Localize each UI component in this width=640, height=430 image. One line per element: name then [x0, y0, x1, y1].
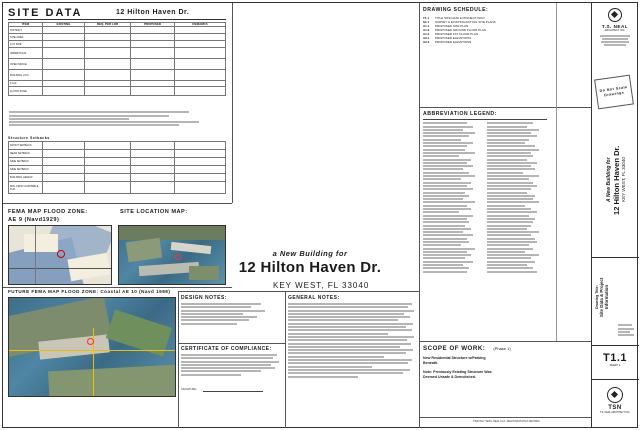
abbreviation-legend-section [423, 111, 551, 295]
site-location-title: SITE LOCATION MAP: [120, 209, 188, 215]
architect-name: T.S. NEAL [601, 24, 629, 29]
rotated-project-name: 12 Hilton Haven Dr. [612, 145, 621, 215]
future-fema-title: FUTURE FEMA MAP FLOOD ZONE: Coastal AE 10 (Navd 1988) [8, 289, 171, 294]
table-row [9, 166, 226, 174]
fema-map-zone: AE 9 (Navd1929) [8, 217, 60, 223]
col-proposed: PROPOSED [131, 23, 175, 27]
table-row [9, 142, 226, 150]
list-item [423, 40, 551, 44]
rotated-sheet-desc: Site Data & Project Information [599, 277, 609, 317]
rotated-sheet-label: Drawing Title: [595, 285, 599, 309]
drawing-name: PROPOSED SITE PLAN [435, 24, 469, 28]
setback-label: REAR SETBACK [9, 150, 43, 158]
frame-line-v-notes [178, 291, 179, 428]
drawing-number: S1.1 [423, 20, 430, 24]
title-block [591, 3, 638, 428]
drawing-sheet [2, 2, 638, 428]
setback-label: FRONT SETBACK [9, 142, 43, 150]
architect-registration: TIMOTHY SETH NEAL FLA. REGISTRATION # AR97800 [473, 420, 540, 423]
future-fema-map [8, 297, 176, 397]
table-row [9, 59, 226, 70]
fema-flood-map [8, 225, 112, 285]
rotated-sheet-title [595, 265, 617, 329]
drawing-number: A2.2 [423, 40, 430, 44]
general-notes-section [288, 295, 416, 405]
col-required: REQ. PER LDR [85, 23, 131, 27]
structure-setbacks-section [6, 136, 230, 202]
tsn-logo-text: TSN [608, 405, 622, 411]
certificate-section [181, 346, 283, 402]
table-row [9, 174, 226, 182]
site-data-title: SITE DATA [8, 7, 83, 19]
sheet-number: T1.1 [602, 352, 627, 364]
setbacks-table [8, 141, 226, 194]
frame-line-h-sched [419, 107, 591, 108]
structure-setbacks-title: Structure Setbacks [8, 136, 50, 140]
drawing-schedule-list [423, 16, 551, 44]
row-item: DISTRICT [9, 27, 43, 34]
table-row [9, 34, 226, 41]
setback-label: SIDE SETBACK [9, 158, 43, 166]
setback-label: BUILDING HEIGHT [9, 174, 43, 182]
table-row [9, 70, 226, 81]
col-remarks: REMARKS [175, 23, 226, 27]
sheet-number-box [594, 349, 636, 373]
row-item: OPEN SPACE [9, 59, 43, 70]
tsn-logo-sub: T.S. NEAL ARCHITECT INC. [599, 411, 631, 414]
row-item: BUILDING COV. [9, 70, 43, 81]
table-row [9, 182, 226, 194]
signature-label: SIGNATURE: [181, 388, 197, 391]
drawing-number: A1.1 [423, 24, 430, 28]
signature-line [203, 391, 263, 392]
drawing-name: PROPOSED ELEVATIONS [435, 40, 472, 44]
drawing-name: TITLE SITE DATA & PROJECT INFO [435, 16, 485, 20]
rotated-project-title [606, 115, 632, 245]
abbreviation-legend-rule [423, 119, 547, 120]
design-notes-title: DESIGN NOTES: [181, 295, 227, 301]
scope-title: SCOPE OF WORK: [423, 345, 486, 352]
certificate-title: CERTIFICATE OF COMPLIANCE: [181, 346, 272, 352]
setback-label: SIDE SETBACK [9, 166, 43, 174]
title-block-divider-2 [592, 345, 639, 346]
architect-logo-mark [608, 8, 622, 22]
frame-line-v-gen [285, 291, 286, 428]
scope-line-1: New Residential Structure w/Parking [423, 356, 486, 360]
title-block-meta [618, 323, 636, 337]
row-item: IMPERVIOUS [9, 48, 43, 59]
setback-label: MIN. FIRST HABITABLE FLR. [9, 182, 43, 194]
title-block-divider-3 [592, 379, 639, 380]
project-title-block [233, 249, 387, 276]
site-data-table [8, 22, 226, 96]
col-existing: EXISTING [43, 23, 85, 27]
rotated-project-city: KEY WEST, FL 33040 [621, 157, 626, 203]
drawing-number: A1.2 [423, 28, 430, 32]
drawing-number: A2.1 [423, 36, 430, 40]
site-data-title-rule [8, 19, 226, 20]
table-row [9, 87, 226, 96]
frame-line-h-scope [419, 341, 591, 342]
abbreviation-list-left [423, 121, 483, 274]
fema-map-title: FEMA MAP FLOOD ZONE: [8, 209, 88, 215]
table-row [9, 150, 226, 158]
drawing-name: PROPOSED ELEVATIONS [435, 36, 472, 40]
stamp-text: Do Not Scale Drawings [599, 85, 628, 98]
row-item: F.A.R. [9, 81, 43, 87]
sheet-of: SHEET 1 [609, 364, 621, 367]
frame-line-v-title [556, 3, 557, 341]
site-data-section [6, 6, 230, 131]
scope-of-work-section [423, 345, 553, 405]
general-notes-title: GENERAL NOTES: [288, 295, 340, 301]
drawing-name: SURVEY & EXISTING/ACTUAL SITE PLANS [435, 20, 496, 24]
table-row [9, 48, 226, 59]
design-notes-section [181, 295, 283, 335]
abbreviation-list-right [487, 121, 547, 274]
row-item: FLOOD ZONE [9, 87, 43, 96]
project-city: KEY WEST, FL 33040 [273, 281, 370, 290]
frame-line-h-cert [178, 343, 285, 344]
table-row [9, 27, 226, 34]
frame-line-h1 [3, 203, 232, 204]
drawing-schedule-title: DRAWING SCHEDULE: [423, 7, 489, 13]
row-item: LOT SIZE [9, 41, 43, 48]
drawing-name: PROPOSED 1ST FLOOR PLAN [435, 32, 479, 36]
drawing-number: A1.3 [423, 32, 430, 36]
abbreviation-legend-title: ABBREVIATION LEGEND: [423, 111, 497, 117]
frame-line-mid-col [419, 3, 420, 428]
scope-line-2: Beneath. [423, 361, 439, 365]
scope-line-4: Deemed Unsafe & Demolished. [423, 375, 476, 379]
site-location-map [118, 225, 226, 285]
frame-line-h-bottom [419, 417, 591, 418]
do-not-scale-stamp [594, 75, 634, 110]
col-item: ITEM [9, 23, 43, 27]
frame-line-left-col [232, 3, 233, 203]
project-pre-title: a New Building for [272, 249, 348, 258]
scope-line-3: Note: Previously Existing Structure Was [423, 370, 492, 374]
site-data-notes [9, 110, 209, 128]
scope-phase: (Phase 1) [493, 346, 511, 351]
row-item: SITE AREA [9, 34, 43, 41]
tsn-logo-mark [607, 387, 623, 403]
frame-line-h2 [3, 287, 232, 288]
drawing-schedule-section [423, 7, 551, 75]
rotated-project-pre: A New Building for [606, 157, 612, 203]
table-row [9, 41, 226, 48]
architect-box [594, 6, 636, 68]
table-row [9, 158, 226, 166]
drawing-number: T1.1 [423, 16, 430, 20]
frame-line-h3 [178, 291, 419, 292]
tsn-logo [594, 385, 636, 425]
site-data-project: 12 Hilton Haven Dr. [116, 9, 190, 16]
project-title: 12 Hilton Haven Dr. [238, 259, 382, 276]
title-block-divider-1 [592, 257, 639, 258]
architect-firm: ARCHITECT INC. [604, 29, 626, 32]
drawing-name: PROPOSED GROUND FLOOR PLAN [435, 28, 487, 32]
